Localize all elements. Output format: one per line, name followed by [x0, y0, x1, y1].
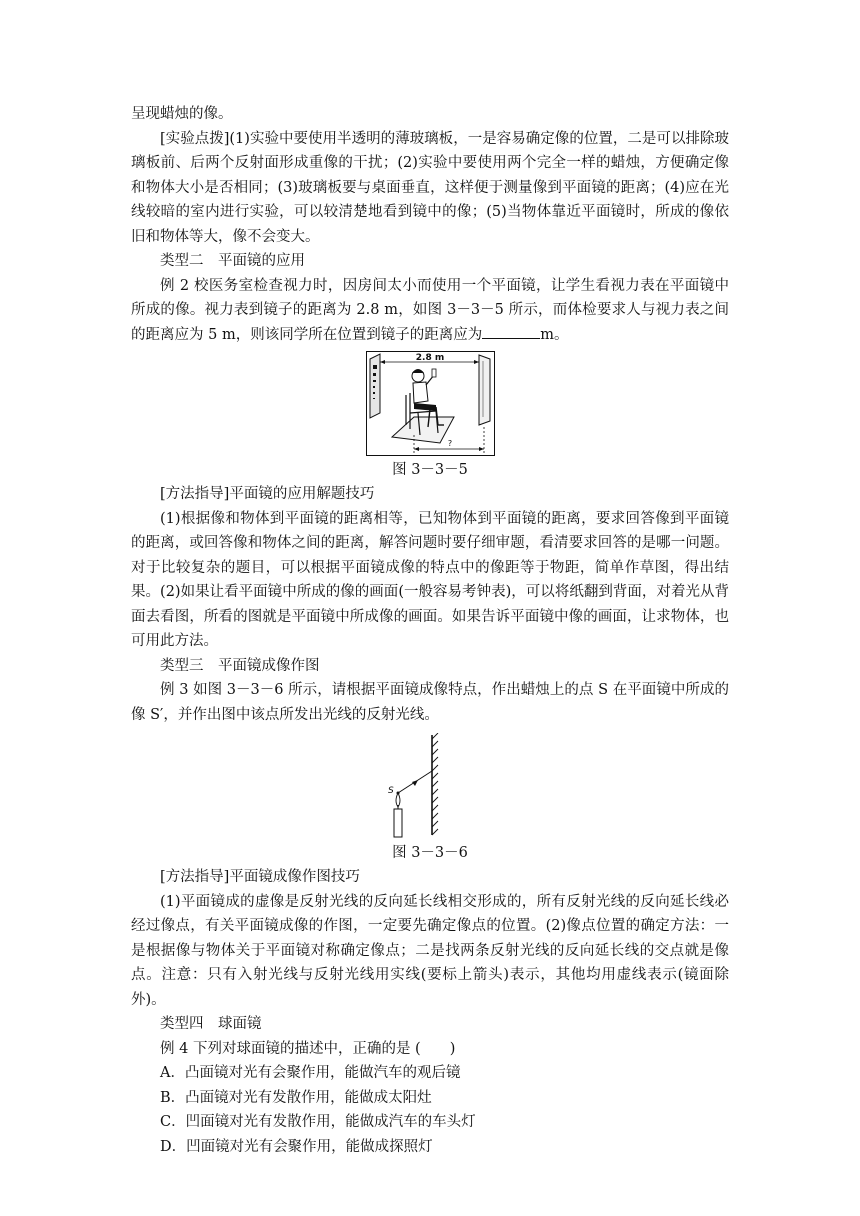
method-tips-title: [方法指导]平面镜成像作图技巧	[160, 869, 360, 885]
method-tips-title: [方法指导]平面镜的应用解题技巧	[160, 486, 375, 502]
option-a: A．凸面镜对光有会聚作用，能做汽车的观后镜	[160, 1065, 461, 1081]
eye-chart-mirror-figure	[366, 351, 495, 456]
example-4-question: 例 4 下列对球面镜的描述中，正确的是 ( )	[160, 1040, 456, 1057]
example-3-question: 例 3 如图 3－3－6 所示，请根据平面镜成像特点，作出蜡烛上的点 S 在平面镜中所成的像 S′，并作出图中该点所发出光线的反射光线。	[131, 682, 729, 723]
paragraph-continuation: 呈现蜡烛的像。	[131, 106, 233, 122]
experiment-tips: [实验点拨](1)实验中要使用半透明的薄玻璃板，一是容易确定像的位置，二是可以排除玻璃板前、后两个反射面形成重像的干扰；(2)实验中要使用两个完全一样的蜡烛，方便确定像和物体大小是否相同；(3)玻璃板要与桌面垂直，这样便于测量像到平面镜的距离；(4)应在光线较暗的室内进行实验，可以较清楚地看到镜中的像；(5)当物体靠近平面镜时，所成的像依旧和物体等大，像不会变大。	[131, 130, 729, 245]
example-2-question	[131, 274, 729, 348]
candle-mirror-figure	[388, 733, 472, 839]
mirror-hatching	[432, 733, 438, 835]
option-c: C．凹面镜对光有发散作用，能做成汽车的车头灯	[160, 1114, 476, 1130]
point-s-label: S	[388, 786, 394, 796]
mirror-icon	[479, 355, 490, 425]
figure-caption: 图 3－3－5	[392, 462, 468, 478]
figure-3-3-6	[131, 733, 729, 865]
figure-caption: 图 3－3－6	[392, 845, 468, 861]
distance-label: 2.8 m	[415, 353, 444, 363]
option-b: B．凸面镜对光有发散作用，能做成太阳灶	[160, 1089, 432, 1106]
unknown-distance-label: ?	[447, 439, 452, 448]
example-2-unit: m。	[540, 326, 569, 343]
method-tips-body: (1)根据像和物体到平面镜的距离相等，已知物体到平面镜的距离，要求回答像到平面镜的距离，或回答像和物体之间的距离，解答问题时要仔细审题，看清要求回答的是哪一问题。对于比较复杂的题目，可以根据平面镜成像的特点中的像距等于物距，简单作草图，得出结果。(2)如果让看平面镜中所成的像的画面(一般容易考钟表)，可以将纸翻到背面，对着光从背面去看图，所看的图就是平面镜中所成像的画面。如果告诉平面镜中像的画面，让求物体，也可用此方法。	[131, 510, 729, 649]
method-tips-body: (1)平面镜成的虚像是反射光线的反向延长线相交形成的，所有反射光线的反向延长线必经过像点，有关平面镜成像的作图，一定要先确定像点的位置。(2)像点位置的确定方法：一是根据像与物体关于平面镜对称确定像点；二是找两条反射光线的反向延长线的交点就是像点。注意：只有入射光线与反射光线用实线(要标上箭头)表示，其他均用虚线表示(镜面除外)。	[131, 893, 729, 1008]
candle-icon	[394, 809, 402, 837]
document-body	[131, 102, 729, 1159]
option-d: D．凹面镜对光有会聚作用，能做成探照灯	[160, 1138, 433, 1155]
ray-arrow-icon	[412, 780, 418, 786]
candle-flame-icon	[396, 793, 400, 807]
section-heading-type4: 类型四 球面镜	[160, 1016, 262, 1032]
answer-blank	[482, 324, 540, 339]
example-2-text: 例 2 校医务室检查视力时，因房间太小而使用一个平面镜，让学生看视力表在平面镜中所成的像。视力表到镜子的距离为 2.8 m，如图 3－3－5 所示，而体检要求人与视力表之间的距离应为 5 m，则该同学所在位置到镜子的距离应为	[131, 277, 729, 343]
section-heading-type3: 类型三 平面镜成像作图	[160, 657, 320, 674]
section-heading-type2: 类型二 平面镜的应用	[160, 253, 305, 269]
figure-3-3-5	[131, 351, 729, 482]
